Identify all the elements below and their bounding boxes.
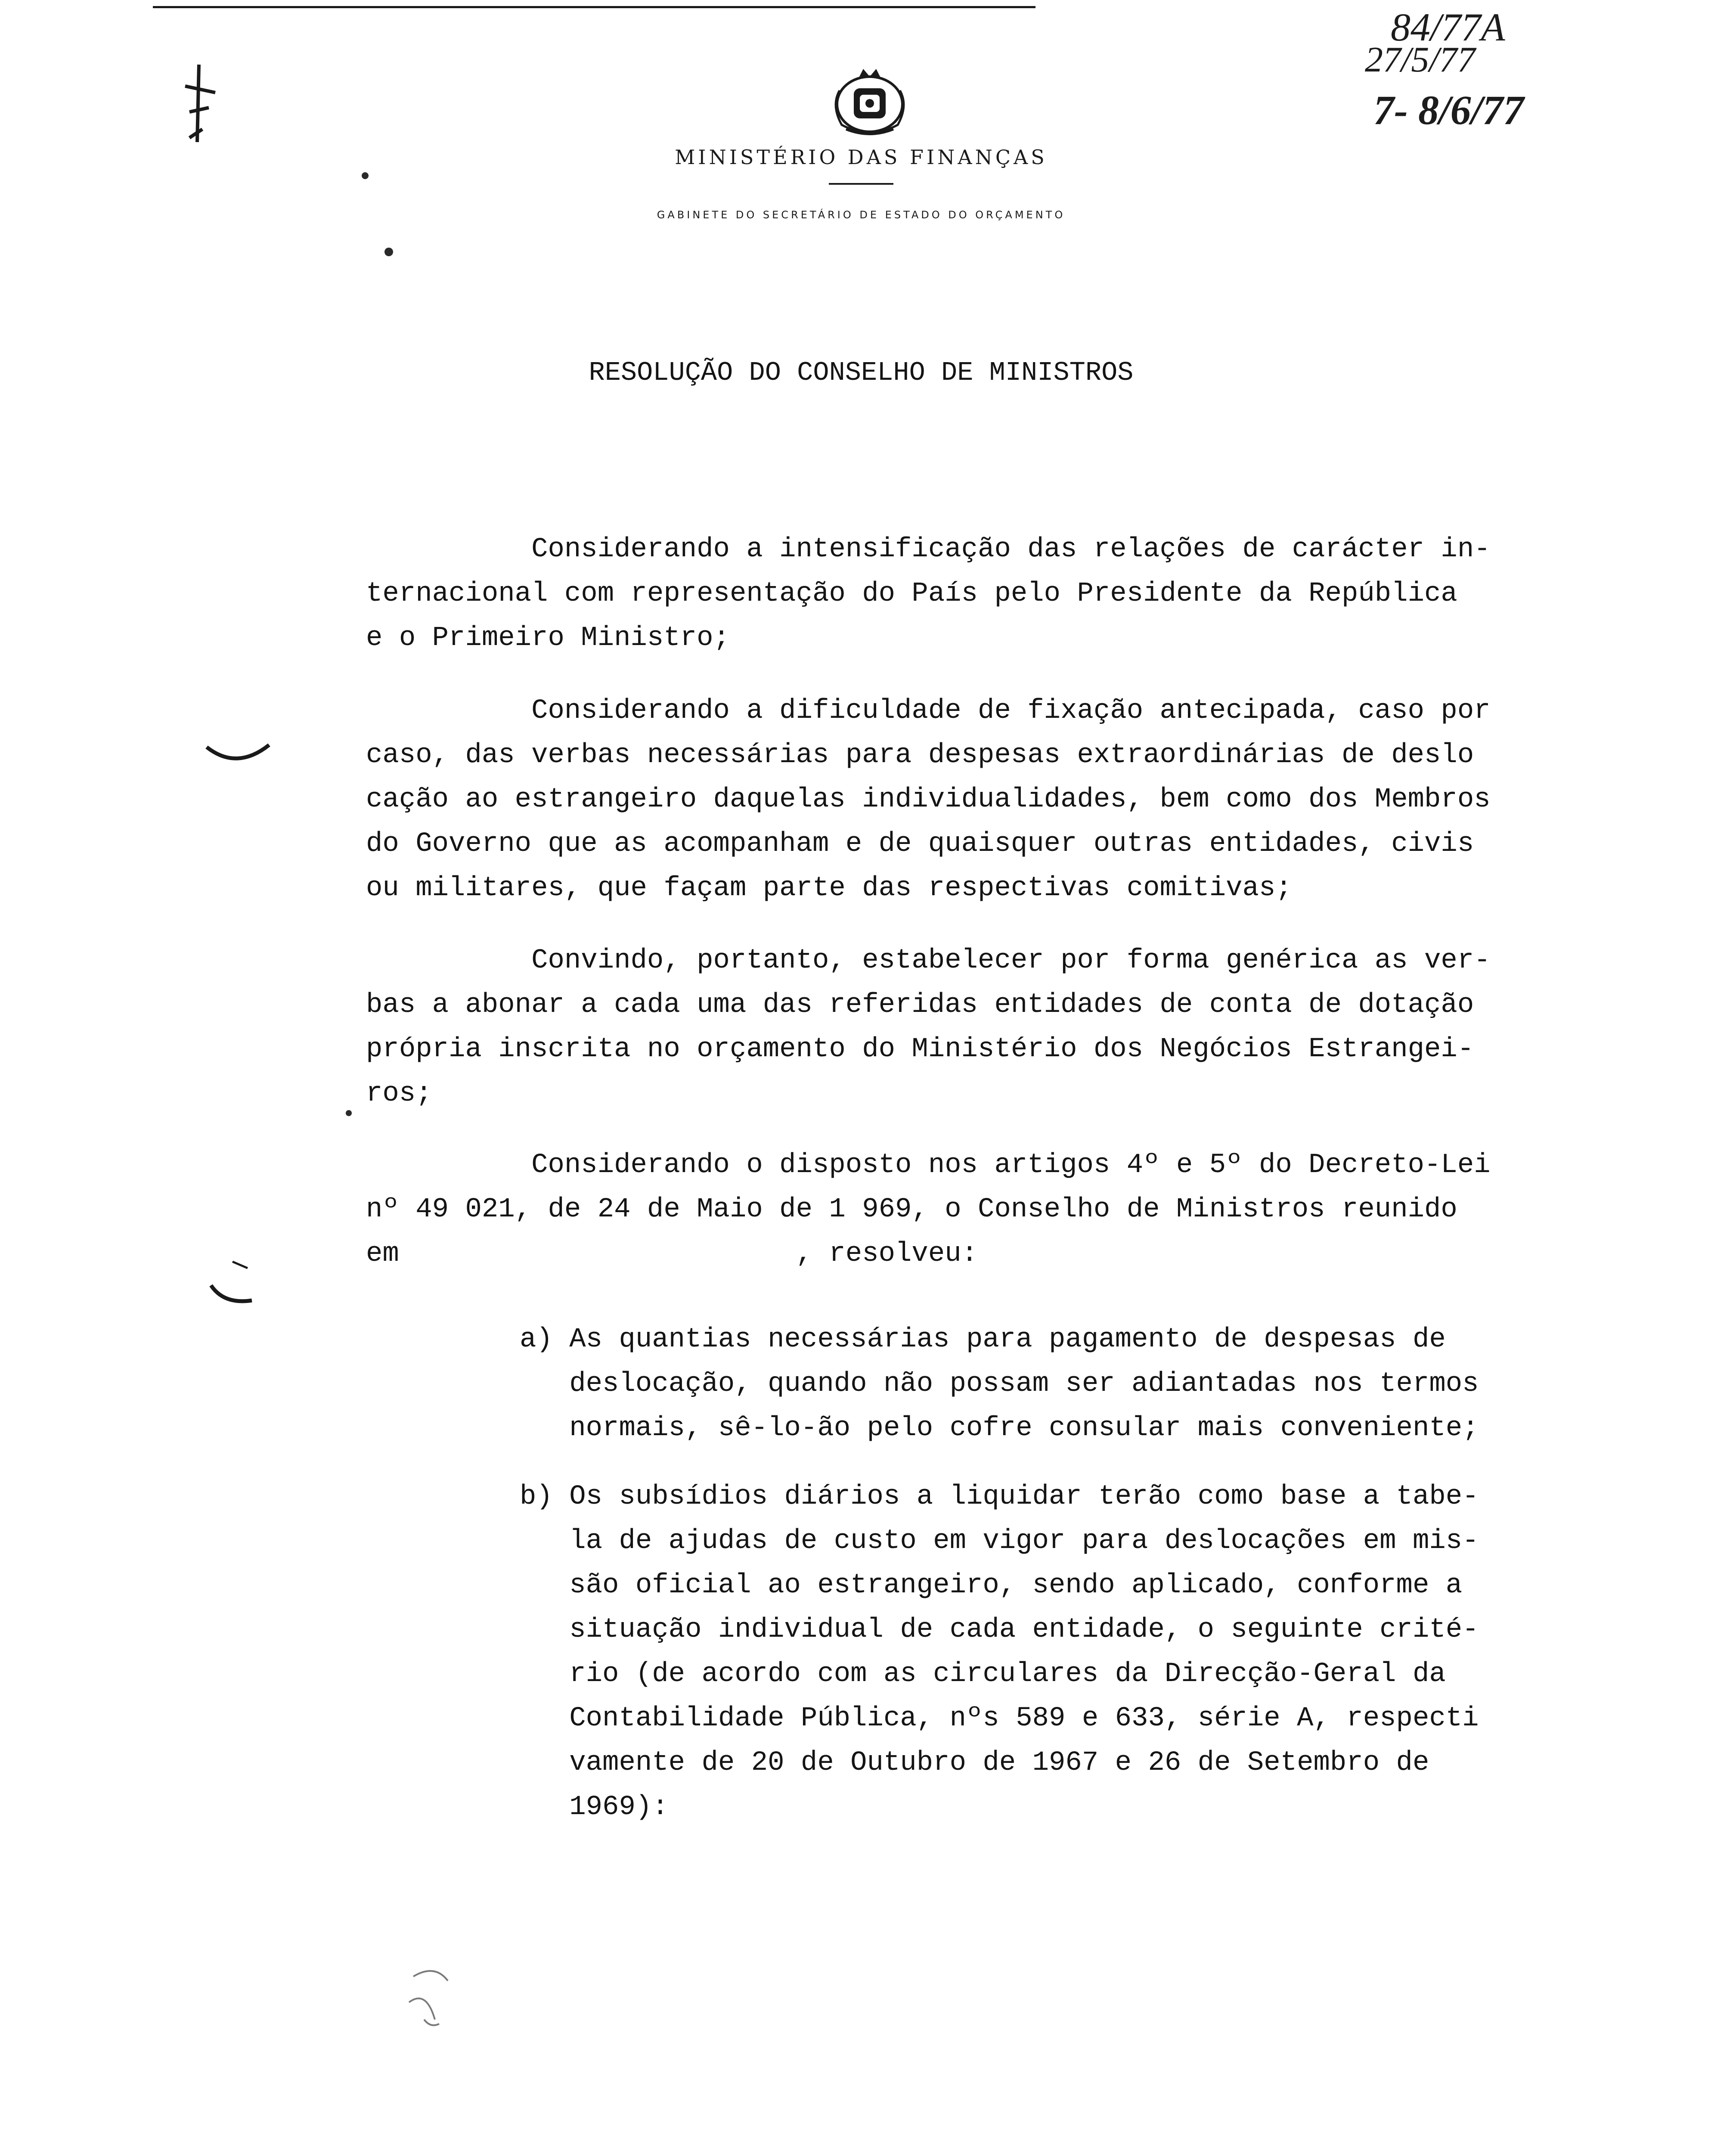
speck (346, 1110, 352, 1116)
paragraph: Considerando a intensificação das relações de carácter in- ternacional com representação do País pelo Presidente da República e o Primeiro Ministro; (366, 534, 1491, 654)
handwritten-date: 27/5/77 (1365, 40, 1476, 80)
handwritten-reference: 84/77A (1391, 5, 1505, 49)
check-mark (207, 745, 269, 758)
paragraph: Considerando a dificuldade de fixação antecipada, caso por caso, das verbas necessárias para despesas extraordinárias de deslo cação ao estrangeiro daquelas individualidades, bem como dos Membros do Governo que as acompanham e de quaisquer outras entidades, civis ou militares, que façam parte das respectivas comitivas; (366, 695, 1491, 904)
speck (384, 248, 393, 256)
list-item: a) As quantias necessárias para pagamento de despesas de deslocação, quando não possam ser adiantadas nos termos normais, sê-lo-ão pelo cofre consular mais conveniente; (520, 1324, 1479, 1444)
check-mark (211, 1285, 252, 1301)
check-mark (232, 1262, 248, 1268)
paragraph: Considerando o disposto nos artigos 4º e 5º do Decreto-Lei nº 49 021, de 24 de Maio de 1 969, o Conselho de Ministros reunido em , resolveu: (366, 1150, 1491, 1269)
cabinet-subheading: GABINETE DO SECRETÁRIO DE ESTADO DO ORÇAMENTO (657, 209, 1066, 221)
document-title: RESOLUÇÃO DO CONSELHO DE MINISTROS (589, 357, 1134, 388)
left-stamp-mark (185, 65, 215, 142)
paragraph: Convindo, portanto, estabelecer por forma genérica as ver- bas a abonar a cada uma das referidas entidades de conta de dotação própria inscrita no orçamento do Ministério dos Negócios Estrangei- ros; (366, 945, 1491, 1109)
list-item: b) Os subsídios diários a liquidar terão como base a tabe- la de ajudas de custo em vigor para deslocações em mis- são oficial ao estrangeiro, sendo aplicado, conforme a situação individual de cada entidade, o seguinte crité- rio (de acordo com as circulares da Direcção-Geral da Contabilidade Pública, nºs 589 e 633, série A, respecti vamente de 20 de Outubro de 1967 e 26 de Setembro de 1969): (520, 1481, 1479, 1823)
ministry-heading: MINISTÉRIO DAS FINANÇAS (675, 146, 1048, 169)
speck (362, 172, 369, 179)
pencil-scribble (409, 1971, 448, 2025)
coat-of-arms-icon (829, 65, 911, 142)
handwritten-note: 7- 8/6/77 (1373, 87, 1524, 133)
heading-divider (829, 183, 893, 185)
